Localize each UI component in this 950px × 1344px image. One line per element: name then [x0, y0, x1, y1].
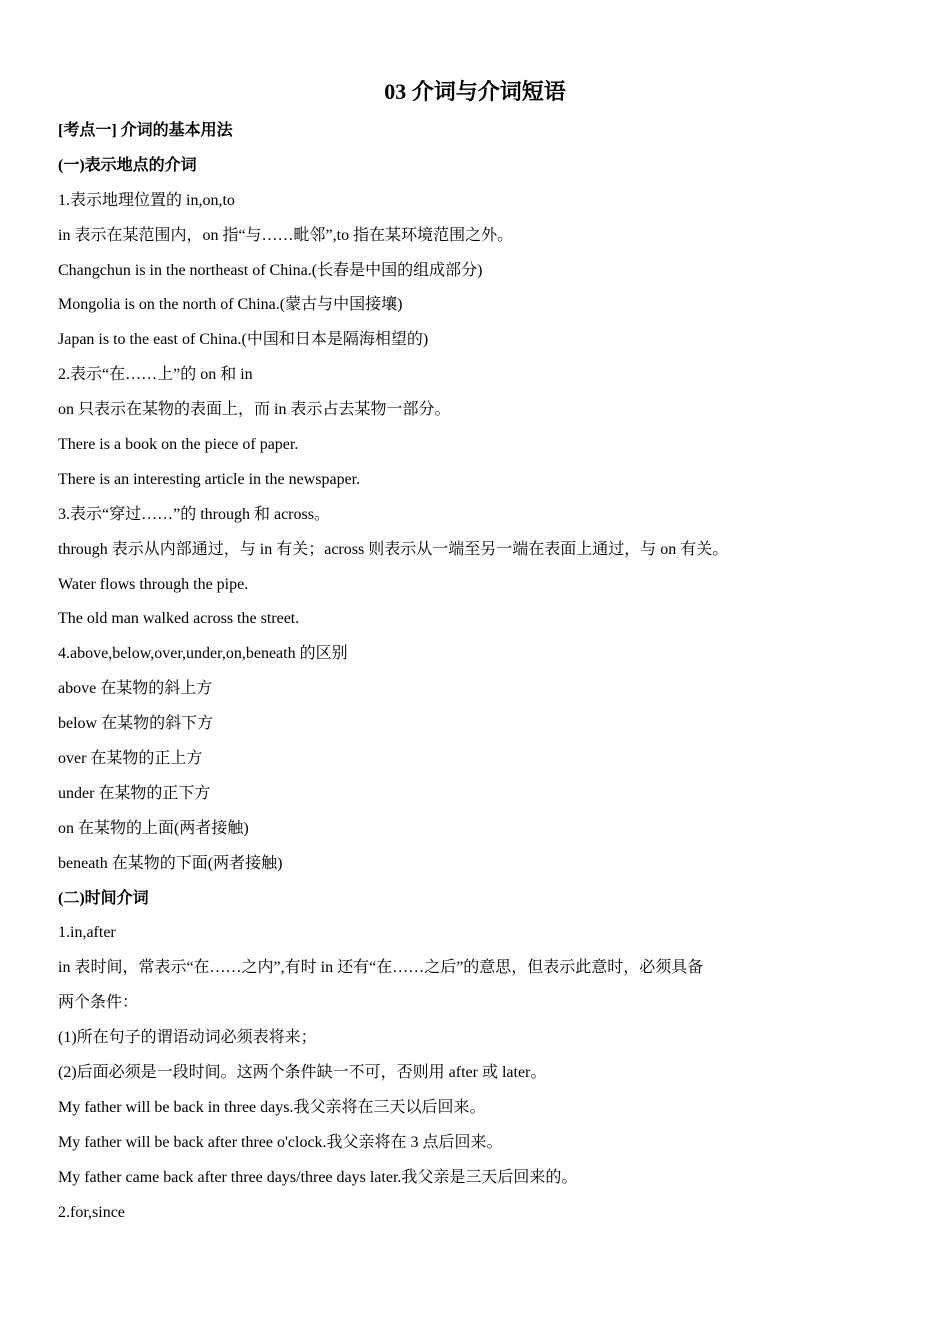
- text-line: Japan is to the east of China.(中国和日本是隔海相望的): [58, 331, 429, 349]
- document-body: [58, 114, 898, 1231]
- text-line: Water flows through the pipe.: [58, 575, 249, 593]
- text-line: (2)后面必须是一段时间。这两个条件缺一不可，否则用 after 或 later。: [58, 1064, 547, 1082]
- section-heading: [考点一] 介词的基本用法: [58, 122, 233, 139]
- text-line: My father will be back after three o'clock.我父亲将在 3 点后回来。: [58, 1133, 503, 1151]
- text-line: My father came back after three days/three days later.我父亲是三天后回来的。: [58, 1168, 578, 1186]
- page-title: 03 介词与介词短语: [384, 79, 566, 104]
- text-line: through 表示从内部通过，与 in 有关；across 则表示从一端至另一端在表面上通过，与 on 有关。: [58, 540, 729, 558]
- text-line: Mongolia is on the north of China.(蒙古与中国接壤): [58, 296, 403, 314]
- text-line: My father will be back in three days.我父亲将在三天以后回来。: [58, 1098, 486, 1116]
- text-line: in 表时间，常表示“在……之内”,有时 in 还有“在……之后”的意思，但表示此意时，必须具备: [58, 959, 704, 977]
- text-line: 2.for,since: [58, 1203, 125, 1221]
- text-line: 4.above,below,over,under,on,beneath 的区别: [58, 645, 348, 663]
- text-line: on 只表示在某物的表面上，而 in 表示占去某物一部分。: [58, 401, 451, 419]
- text-line: 2.表示“在……上”的 on 和 in: [58, 366, 253, 384]
- text-line: (1)所在句子的谓语动词必须表将来；: [58, 1029, 317, 1047]
- text-line: There is an interesting article in the newspaper.: [58, 470, 361, 488]
- text-line: over 在某物的正上方: [58, 750, 203, 768]
- text-line: on 在某物的上面(两者接触): [58, 819, 249, 837]
- section-heading: (一)表示地点的介词: [58, 156, 197, 174]
- text-line: beneath 在某物的下面(两者接触): [58, 854, 283, 872]
- text-line: 两个条件：: [58, 994, 139, 1012]
- text-line: in 表示在某范围内，on 指“与……毗邻”,to 指在某环境范围之外。: [58, 226, 514, 244]
- text-line: 1.表示地理位置的 in,on,to: [58, 191, 235, 209]
- text-line: under 在某物的正下方: [58, 784, 211, 802]
- text-line: 3.表示“穿过……”的 through 和 across。: [58, 505, 330, 523]
- text-line: above 在某物的斜上方: [58, 680, 213, 698]
- text-line: There is a book on the piece of paper.: [58, 436, 299, 454]
- section-heading: (二)时间介词: [58, 889, 149, 907]
- text-line: Changchun is in the northeast of China.(长春是中国的组成部分): [58, 261, 483, 279]
- text-line: 1.in,after: [58, 924, 116, 942]
- text-line: below 在某物的斜下方: [58, 715, 214, 733]
- text-line: The old man walked across the street.: [58, 610, 300, 628]
